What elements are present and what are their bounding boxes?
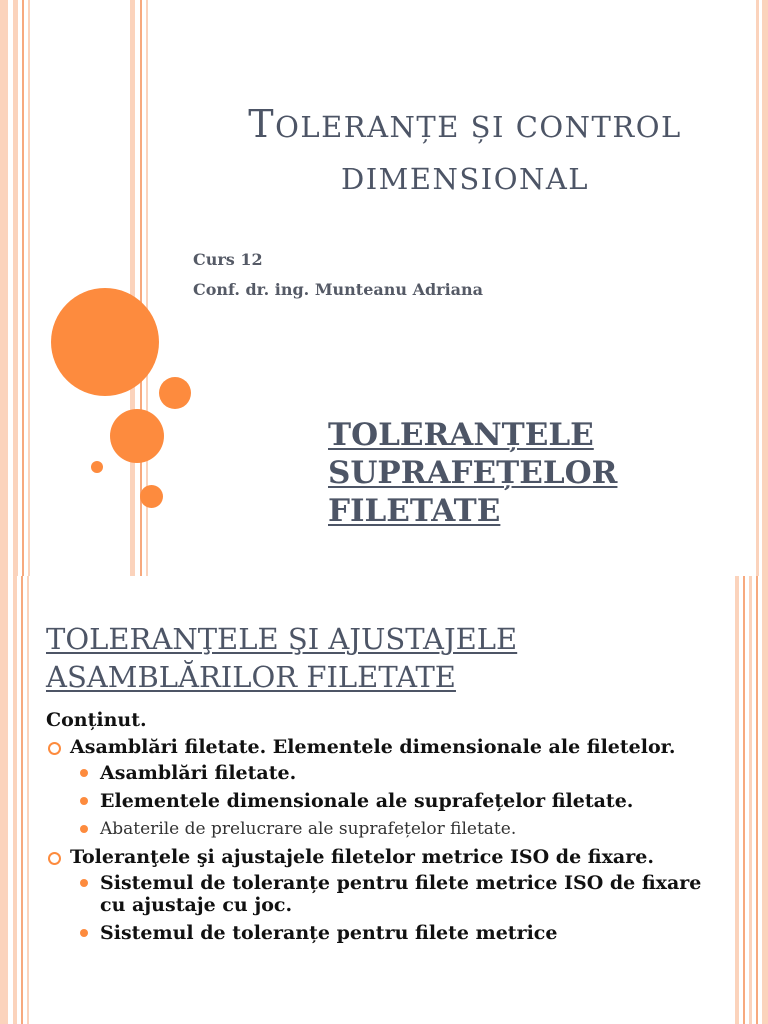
ring-bullet-icon <box>48 742 61 755</box>
decor-stripe <box>22 0 24 576</box>
list-item <box>46 922 726 944</box>
heading-line: TOLERANȚELE <box>328 417 594 453</box>
decor-stripe <box>13 0 18 576</box>
decor-stripe <box>762 576 768 1024</box>
course-number: Curs 12 <box>193 250 263 269</box>
list-item <box>46 818 726 840</box>
decor-circle-medium <box>110 409 164 463</box>
contents-title-link[interactable] <box>46 620 517 696</box>
decor-stripe <box>21 576 23 1024</box>
slide-main-title <box>180 98 750 205</box>
contents-intro: Conținut. <box>46 709 147 731</box>
decor-stripe <box>27 576 29 1024</box>
ring-bullet-icon <box>48 852 61 865</box>
list-item-text: Toleranţele şi ajustajele filetelor metrice ISO de fixare. <box>70 846 654 868</box>
list-item-text: Abaterile de prelucrare ale suprafețelor filetate. <box>100 819 517 839</box>
list-item-text: Sistemul de toleranțe pentru filete metrice <box>100 922 558 944</box>
list-item <box>46 790 726 812</box>
list-item <box>46 872 726 916</box>
decor-circle-small <box>140 485 163 508</box>
decor-circle-small <box>159 377 191 409</box>
list-item <box>46 762 726 784</box>
section-heading-link[interactable] <box>328 416 617 530</box>
dot-bullet-icon <box>80 769 88 777</box>
decor-stripe <box>735 576 739 1024</box>
decor-stripe <box>743 576 745 1024</box>
list-item-text: Sistemul de toleranțe pentru filete metrice ISO de fixare cu ajustaje cu joc. <box>100 872 702 916</box>
list-item-text: Elementele dimensionale ale suprafețelor filetate. <box>100 790 634 812</box>
decor-stripe <box>0 0 8 576</box>
decor-stripe <box>130 0 135 576</box>
list-item-text: Asamblări filetate. Elementele dimensionale ale filetelor. <box>70 736 676 758</box>
dot-bullet-icon <box>80 825 88 833</box>
decor-stripe <box>0 576 8 1024</box>
decor-stripe <box>28 0 30 576</box>
dot-bullet-icon <box>80 879 88 887</box>
decor-stripe <box>756 576 758 1024</box>
title-initial: T <box>248 102 276 146</box>
heading-line: SUPRAFEȚELOR <box>328 455 618 491</box>
title-line: TOLERANŢELE ŞI AJUSTAJELE <box>46 622 518 656</box>
list-item <box>46 736 726 758</box>
dot-bullet-icon <box>80 929 88 937</box>
list-item <box>46 846 726 868</box>
decor-stripe <box>749 576 752 1024</box>
decor-circle-tiny <box>91 461 103 473</box>
title-line-1: OLERANȚE ȘI CONTROL <box>275 110 682 144</box>
slide-contents <box>0 576 768 1024</box>
decor-stripe <box>762 0 768 576</box>
decor-stripe <box>13 576 17 1024</box>
list-item-text: Asamblări filetate. <box>100 762 297 784</box>
dot-bullet-icon <box>80 797 88 805</box>
heading-line: FILETATE <box>328 493 501 529</box>
title-line-2: DIMENSIONAL <box>340 162 590 196</box>
contents-list <box>46 708 726 950</box>
title-line: ASAMBLĂRILOR FILETATE <box>46 660 456 694</box>
author-name: Conf. dr. ing. Munteanu Adriana <box>193 280 484 299</box>
decor-stripe <box>756 0 759 576</box>
decor-circle-large <box>51 288 159 396</box>
